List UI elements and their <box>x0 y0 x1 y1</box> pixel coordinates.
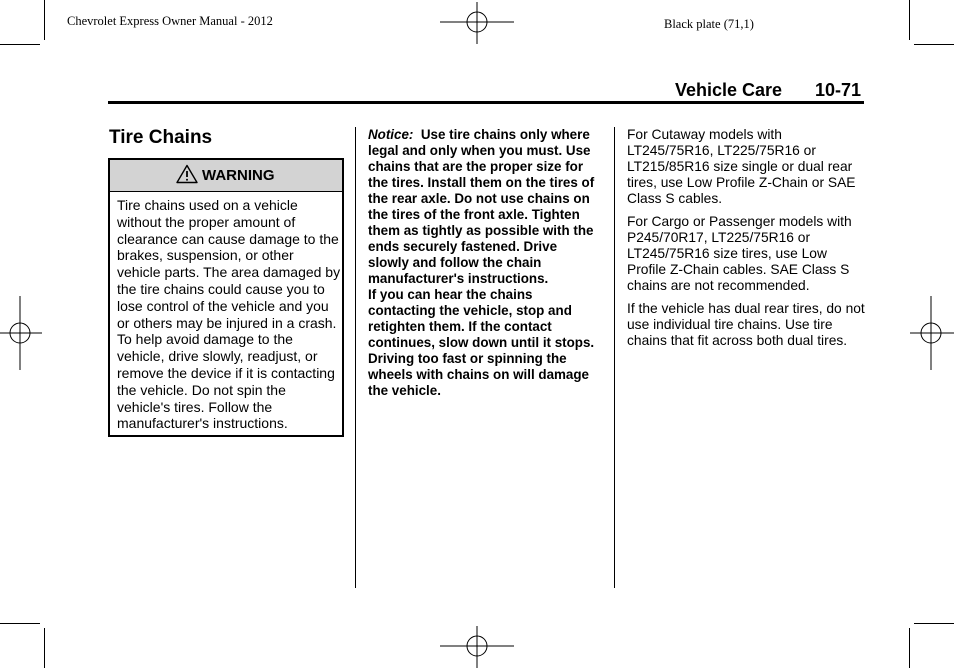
page-heading: Tire Chains <box>109 127 213 148</box>
page-number: 10-71 <box>815 80 862 100</box>
column-three <box>627 127 867 356</box>
crop-mark <box>0 623 40 624</box>
warning-triangle-icon <box>176 164 198 184</box>
crop-mark <box>0 44 40 45</box>
notice-block <box>368 127 600 399</box>
paragraph: For Cargo or Passenger models with P245/70R17, LT225/75R16 or LT245/75R16 size tires, use Low Profile Z-Chain cables. SAE Class S chains are not recommended. <box>627 214 852 293</box>
registration-mark-icon <box>440 626 514 668</box>
crop-mark <box>914 623 954 624</box>
plate-info: Black plate (71,1) <box>664 17 754 31</box>
warning-text: Tire chains used on a vehicle without the proper amount of clearance can cause damage to the brakes, suspension, or other vehicle parts. The area damaged by the tire chains could cause you to lose control of the vehicle and you or others may be injured in a crash. To help avoid damage to the vehicle, drive slowly, readjust, or remove the device if it is contacting the vehicle. Do not spin the vehicle's tires. Follow the manufacturer's instructions. <box>117 197 341 432</box>
notice-label: Notice: <box>368 127 414 142</box>
crop-mark <box>44 0 45 40</box>
warning-label: WARNING <box>202 167 275 184</box>
paragraph: If the vehicle has dual rear tires, do not use individual tire chains. Use tire chains that fit across both dual tires. <box>627 301 865 348</box>
notice-text-continued: If you can hear the chains contacting the vehicle, stop and retighten them. If the contact continues, slow down until it stops. Driving too fast or spinning the wheels with chains on will damage the vehicle. <box>368 287 595 398</box>
registration-mark-icon <box>910 296 954 370</box>
column-divider <box>355 127 356 588</box>
crop-mark <box>909 628 910 668</box>
crop-mark <box>914 44 954 45</box>
paragraph: For Cutaway models with LT245/75R16, LT225/75R16 or LT215/85R16 size single or dual rear tires, use Low Profile Z-Chain or SAE Class S cables. <box>627 127 856 206</box>
manual-title: Chevrolet Express Owner Manual - 2012 <box>67 14 273 28</box>
warning-box <box>108 158 344 437</box>
crop-mark <box>909 0 910 40</box>
header-rule <box>108 101 864 104</box>
crop-mark <box>44 628 45 668</box>
notice-text: Use tire chains only where legal and only when you must. Use chains that are the proper size for the tires. Install them on the tires of the rear axle. Do not use chains on the tires of the front axle. Tighten them as tightly as possible with the ends securely fastened. Drive slowly and follow the chain manufacturer's instructions. <box>368 127 595 286</box>
registration-mark-icon <box>0 296 42 370</box>
section-title: Vehicle Care <box>675 80 783 100</box>
registration-mark-icon <box>440 2 514 44</box>
warning-header <box>110 160 342 192</box>
column-divider <box>614 127 615 588</box>
